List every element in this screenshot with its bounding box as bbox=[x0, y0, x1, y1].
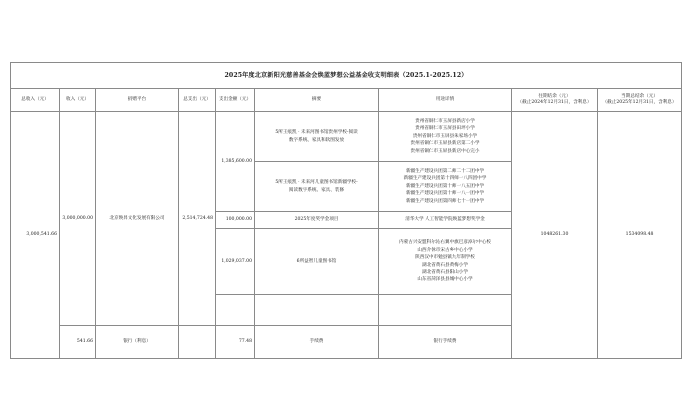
header-current-balance bbox=[598, 89, 682, 112]
summary-line: 5所王痕凯 · 未来河儿童图书馆新疆学校- bbox=[275, 180, 358, 186]
summary-cell: 6所益智儿童图书馆 bbox=[255, 229, 379, 295]
current-balance-note: （截止2025年12月31日，含利息） bbox=[602, 100, 677, 105]
total-income-cell: 3,000,541.66 bbox=[11, 112, 60, 359]
header-prior-balance bbox=[512, 89, 598, 112]
donor-cell: 北京焕昇文化发展有限公司 bbox=[96, 112, 179, 326]
total-expense-cell: 2,514,724.48 bbox=[179, 112, 216, 326]
header-usage: 用途详情 bbox=[379, 89, 512, 112]
header-expense-amount: 支出金额（元） bbox=[216, 89, 255, 112]
usage-line: 山东省菏泽县县城中心小学 bbox=[417, 277, 473, 283]
header-income: 收入（元） bbox=[60, 89, 96, 112]
usage-line: 新疆生产建设兵团第十四师一八四团中学 bbox=[403, 176, 487, 182]
statement-table bbox=[10, 62, 682, 359]
usage-cell: 银行手续费 bbox=[379, 326, 512, 359]
header-total-income: 总收入（元） bbox=[11, 89, 60, 112]
prior-balance-note: （截止2024年12月31日，含利息） bbox=[517, 100, 592, 105]
summary-cell bbox=[255, 112, 379, 162]
usage-line: 贵州省铜仁市玉屏县新店中心完小 bbox=[410, 148, 480, 154]
empty-cell bbox=[216, 295, 255, 326]
summary-line: 5所王痕凯 · 未来河图书馆贵州学校-阅读 bbox=[275, 130, 358, 136]
usage-line: 贵州省铜仁市玉屏县田坪小学 bbox=[415, 126, 475, 132]
usage-cell bbox=[379, 229, 512, 295]
current-balance-title: 当期总结余（元） bbox=[621, 94, 658, 99]
expense-amount-cell: 1,385,600.00 bbox=[216, 112, 255, 212]
usage-line: 内蒙古兴安盟科尔沁右翼中旗巴彦淖尔中心校 bbox=[399, 240, 491, 246]
usage-line: 新疆生产建设兵团第四师七十一团中学 bbox=[405, 198, 485, 204]
usage-line: 山西介休市宋古乡中心小学 bbox=[417, 247, 473, 253]
expense-amount-cell: 100,000.00 bbox=[216, 212, 255, 229]
usage-line: 新疆生产建设兵团第二师二十二团中学 bbox=[405, 169, 485, 175]
prior-balance-cell: 1048261.30 bbox=[512, 112, 598, 359]
empty-cell bbox=[379, 295, 512, 326]
usage-line: 贵州省铜仁市玉屏县新店第二小学 bbox=[410, 141, 480, 147]
empty-cell bbox=[255, 295, 379, 326]
usage-line: 陕西汉中市勉县镇九年制学校 bbox=[415, 255, 475, 261]
header-donor: 捐赠平台 bbox=[96, 89, 179, 112]
summary-cell bbox=[255, 162, 379, 212]
usage-line: 湖北省黄石县阳山小学 bbox=[422, 269, 468, 275]
income-amount-cell: 3,000,000.00 bbox=[60, 112, 96, 326]
summary-line: 阅读数字系统、家具、装修 bbox=[288, 187, 345, 193]
usage-line: 新疆生产建设兵团第十师一八一团中学 bbox=[405, 191, 485, 197]
empty-cell bbox=[179, 326, 216, 359]
usage-line: 贵州省铜仁市玉屏县朱家场小学 bbox=[412, 133, 478, 139]
usage-cell: 清华大学 人工智能学院焕蓝梦想奖学金 bbox=[379, 212, 512, 229]
header-total-expense: 总支出（元） bbox=[179, 89, 216, 112]
summary-line: 数字系统、家具和软图发放 bbox=[288, 137, 345, 143]
table-title: 2025年度北京新阳光慈善基金会焕蓝梦想公益基金收支明细表（2025.1-2025.12） bbox=[11, 63, 682, 89]
usage-line: 贵州省铜仁市玉屏县新店小学 bbox=[415, 119, 475, 125]
expense-amount-cell: 77.48 bbox=[216, 326, 255, 359]
usage-cell bbox=[379, 112, 512, 162]
donor-cell: 银行（利息） bbox=[96, 326, 179, 359]
current-balance-cell: 1534098.48 bbox=[598, 112, 682, 359]
usage-line: 新疆生产建设兵团第十师一八五团中学 bbox=[405, 183, 485, 189]
summary-cell: 2025年度奖学金项目 bbox=[255, 212, 379, 229]
usage-cell bbox=[379, 162, 512, 212]
income-amount-cell: 541.66 bbox=[60, 326, 96, 359]
expense-amount-cell: 1,029,037.00 bbox=[216, 229, 255, 295]
expense-statement-sheet bbox=[10, 62, 681, 357]
prior-balance-title: 往期结余（元） bbox=[538, 94, 571, 99]
header-summary: 摘要 bbox=[255, 89, 379, 112]
summary-cell: 手续费 bbox=[255, 326, 379, 359]
usage-line: 湖北省黄石县黄梅小学 bbox=[422, 262, 468, 268]
